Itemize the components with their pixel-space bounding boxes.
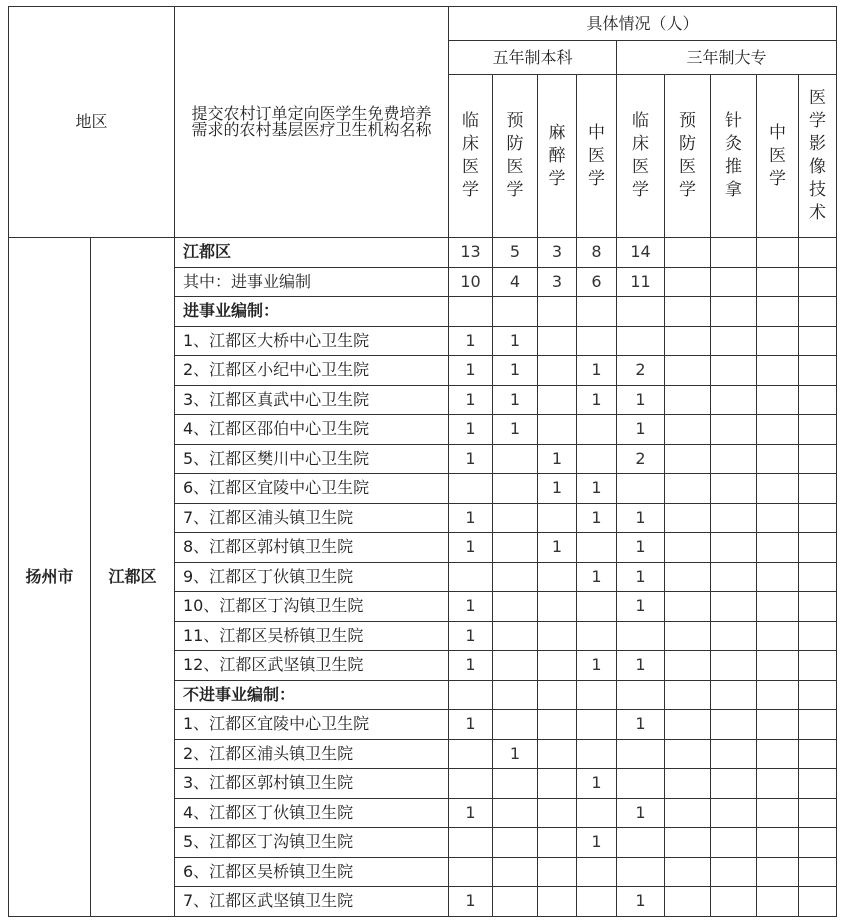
count-cell (493, 828, 538, 858)
count-cell (665, 592, 711, 622)
count-cell (538, 356, 577, 386)
count-cell (757, 857, 799, 887)
count-cell (711, 562, 757, 592)
count-cell (799, 415, 837, 445)
count-cell (665, 533, 711, 563)
count-cell (665, 710, 711, 740)
count-cell (665, 739, 711, 769)
count-cell: 1 (449, 592, 493, 622)
specialty-header-3y-acupuncture (711, 75, 757, 238)
count-cell: 14 (617, 238, 665, 268)
specialty-label: 预防医学 (679, 111, 696, 200)
count-cell (538, 385, 577, 415)
count-cell: 1 (449, 385, 493, 415)
specialty-label: 临床医学 (462, 111, 479, 200)
count-cell (617, 828, 665, 858)
institution-name: 3、江都区真武中心卫生院 (175, 385, 449, 415)
count-cell: 1 (538, 533, 577, 563)
count-cell: 1 (577, 769, 617, 799)
count-cell (449, 828, 493, 858)
institution-name: 9、江都区丁伙镇卫生院 (175, 562, 449, 592)
count-cell (577, 415, 617, 445)
count-cell (665, 503, 711, 533)
institution-name: 5、江都区丁沟镇卫生院 (175, 828, 449, 858)
count-cell: 1 (617, 533, 665, 563)
count-cell (617, 474, 665, 504)
count-cell: 5 (493, 238, 538, 268)
institution-name: 6、江都区吴桥镇卫生院 (175, 857, 449, 887)
count-cell (538, 651, 577, 681)
count-cell (577, 887, 617, 917)
count-cell: 1 (617, 887, 665, 917)
count-cell (577, 798, 617, 828)
count-cell (799, 887, 837, 917)
count-cell: 1 (449, 621, 493, 651)
count-cell (538, 503, 577, 533)
count-cell (711, 710, 757, 740)
count-cell (665, 326, 711, 356)
count-cell: 1 (577, 828, 617, 858)
institution-name: 6、江都区宜陵中心卫生院 (175, 474, 449, 504)
count-cell (493, 474, 538, 504)
count-cell (538, 710, 577, 740)
specialty-header-3y-clinical (617, 75, 665, 238)
institution-name: 其中：进事业编制 (175, 267, 449, 297)
specialty-header-5y-anesthesia (538, 75, 577, 238)
specialty-label: 预防医学 (506, 111, 524, 200)
count-cell (577, 710, 617, 740)
count-cell (711, 739, 757, 769)
table-row (9, 238, 837, 268)
count-cell (757, 444, 799, 474)
count-cell (617, 326, 665, 356)
count-cell (711, 238, 757, 268)
count-cell: 1 (577, 385, 617, 415)
count-cell (665, 857, 711, 887)
count-cell (665, 651, 711, 681)
count-cell (493, 651, 538, 681)
count-cell (711, 680, 757, 710)
specialty-label: 麻醉学 (548, 122, 566, 189)
count-cell (665, 680, 711, 710)
count-cell (711, 887, 757, 917)
district-cell: 江都区 (91, 238, 175, 917)
count-cell: 1 (449, 415, 493, 445)
count-cell (711, 503, 757, 533)
count-cell (711, 444, 757, 474)
specialty-label: 中医学 (769, 122, 786, 189)
count-cell (449, 680, 493, 710)
count-cell (493, 680, 538, 710)
three-year-group-header: 三年制大专 (617, 41, 837, 75)
count-cell (665, 562, 711, 592)
count-cell (577, 326, 617, 356)
specialty-header-5y-clinical (449, 75, 493, 238)
count-cell: 2 (617, 356, 665, 386)
count-cell (617, 621, 665, 651)
count-cell (711, 385, 757, 415)
count-cell (799, 503, 837, 533)
specialty-label: 医学影像技术 (809, 88, 826, 223)
count-cell (493, 857, 538, 887)
region-header: 地区 (9, 7, 175, 238)
count-cell (538, 769, 577, 799)
count-cell: 1 (493, 326, 538, 356)
count-cell (757, 739, 799, 769)
count-cell: 1 (577, 503, 617, 533)
count-cell (757, 680, 799, 710)
count-cell (538, 592, 577, 622)
institution-name: 3、江都区郭村镇卫生院 (175, 769, 449, 799)
count-cell (538, 297, 577, 327)
count-cell (757, 474, 799, 504)
count-cell (711, 533, 757, 563)
count-cell: 1 (493, 415, 538, 445)
count-cell: 1 (617, 592, 665, 622)
count-cell (757, 503, 799, 533)
count-cell (757, 828, 799, 858)
count-cell (538, 857, 577, 887)
count-cell (757, 238, 799, 268)
count-cell (449, 857, 493, 887)
institution-name: 5、江都区樊川中心卫生院 (175, 444, 449, 474)
count-cell (665, 798, 711, 828)
count-cell: 1 (617, 503, 665, 533)
institution-name: 江都区 (175, 238, 449, 268)
count-cell: 4 (493, 267, 538, 297)
count-cell (799, 592, 837, 622)
demand-table (8, 6, 837, 917)
institution-name: 11、江都区吴桥镇卫生院 (175, 621, 449, 651)
count-cell (757, 356, 799, 386)
count-cell (711, 651, 757, 681)
count-cell: 1 (449, 533, 493, 563)
institution-name: 8、江都区郭村镇卫生院 (175, 533, 449, 563)
count-cell (665, 385, 711, 415)
count-cell (665, 267, 711, 297)
institution-name: 不进事业编制： (175, 680, 449, 710)
count-cell (799, 621, 837, 651)
count-cell (757, 267, 799, 297)
count-cell (799, 798, 837, 828)
count-cell (493, 533, 538, 563)
institution-name: 7、江都区浦头镇卫生院 (175, 503, 449, 533)
count-cell (538, 887, 577, 917)
count-cell (665, 415, 711, 445)
count-cell (757, 769, 799, 799)
count-cell (538, 739, 577, 769)
count-cell: 1 (617, 651, 665, 681)
count-cell (493, 503, 538, 533)
count-cell: 1 (617, 385, 665, 415)
count-cell (538, 562, 577, 592)
count-cell (449, 769, 493, 799)
count-cell: 1 (449, 326, 493, 356)
count-cell (799, 326, 837, 356)
count-cell (665, 238, 711, 268)
count-cell (799, 385, 837, 415)
count-cell (799, 651, 837, 681)
count-cell (617, 739, 665, 769)
count-cell (577, 297, 617, 327)
count-cell (711, 297, 757, 327)
count-cell (577, 533, 617, 563)
count-cell (617, 857, 665, 887)
count-cell (449, 739, 493, 769)
count-cell: 1 (449, 503, 493, 533)
institution-name: 1、江都区宜陵中心卫生院 (175, 710, 449, 740)
count-cell: 1 (538, 444, 577, 474)
count-cell (493, 710, 538, 740)
count-cell: 1 (449, 444, 493, 474)
count-cell (799, 562, 837, 592)
count-cell: 1 (449, 651, 493, 681)
institution-name: 12、江都区武坚镇卫生院 (175, 651, 449, 681)
count-cell (799, 444, 837, 474)
institution-name: 4、江都区邵伯中心卫生院 (175, 415, 449, 445)
count-cell (757, 415, 799, 445)
count-cell (757, 533, 799, 563)
count-cell (577, 621, 617, 651)
count-cell: 2 (617, 444, 665, 474)
count-cell (493, 297, 538, 327)
count-cell (538, 621, 577, 651)
specialty-header-3y-imaging (799, 75, 837, 238)
count-cell: 1 (617, 710, 665, 740)
count-cell (449, 297, 493, 327)
count-cell (449, 474, 493, 504)
specialty-header-5y-tcm (577, 75, 617, 238)
count-cell (493, 798, 538, 828)
institution-header-text: 提交农村订单定向医学生免费培养需求的农村基层医疗卫生机构名称 (191, 104, 432, 139)
count-cell: 1 (449, 356, 493, 386)
count-cell (757, 621, 799, 651)
count-cell: 1 (449, 887, 493, 917)
count-cell (757, 798, 799, 828)
count-cell: 1 (449, 798, 493, 828)
institution-name: 2、江都区浦头镇卫生院 (175, 739, 449, 769)
count-cell (757, 592, 799, 622)
count-cell: 1 (577, 356, 617, 386)
count-cell (538, 828, 577, 858)
count-cell (665, 297, 711, 327)
institution-name: 2、江都区小纪中心卫生院 (175, 356, 449, 386)
count-cell: 13 (449, 238, 493, 268)
count-cell: 6 (577, 267, 617, 297)
count-cell (799, 267, 837, 297)
count-cell (799, 680, 837, 710)
count-cell (617, 769, 665, 799)
count-cell (799, 474, 837, 504)
institution-header (175, 7, 449, 238)
institution-name: 10、江都区丁沟镇卫生院 (175, 592, 449, 622)
count-cell (538, 415, 577, 445)
specialty-label: 中医学 (588, 122, 605, 189)
specialty-header-3y-preventive (665, 75, 711, 238)
count-cell (577, 857, 617, 887)
count-cell (538, 326, 577, 356)
specialty-label: 临床医学 (632, 111, 649, 200)
count-cell (665, 887, 711, 917)
count-cell (665, 621, 711, 651)
count-cell (665, 769, 711, 799)
count-cell: 8 (577, 238, 617, 268)
count-cell: 1 (617, 415, 665, 445)
count-cell (577, 680, 617, 710)
count-cell: 1 (449, 710, 493, 740)
count-cell (577, 444, 617, 474)
count-cell (665, 356, 711, 386)
count-cell (493, 621, 538, 651)
count-cell (711, 621, 757, 651)
count-cell (757, 710, 799, 740)
count-cell (711, 857, 757, 887)
count-cell (711, 474, 757, 504)
count-cell (799, 710, 837, 740)
count-cell: 1 (617, 798, 665, 828)
count-cell (617, 297, 665, 327)
count-cell: 11 (617, 267, 665, 297)
count-cell: 3 (538, 238, 577, 268)
count-cell (757, 326, 799, 356)
count-cell (711, 356, 757, 386)
five-year-group-header: 五年制本科 (449, 41, 617, 75)
count-cell (493, 444, 538, 474)
specialty-label: 针灸推拿 (725, 111, 742, 200)
count-cell (493, 887, 538, 917)
count-cell: 1 (493, 739, 538, 769)
city-cell: 扬州市 (9, 238, 91, 917)
count-cell (799, 769, 837, 799)
count-cell (577, 739, 617, 769)
count-cell (711, 592, 757, 622)
count-cell (799, 297, 837, 327)
count-cell (538, 798, 577, 828)
count-cell (665, 828, 711, 858)
count-cell (799, 739, 837, 769)
count-cell (711, 415, 757, 445)
count-cell: 1 (577, 562, 617, 592)
specialty-header-3y-tcm (757, 75, 799, 238)
details-header: 具体情况（人） (449, 7, 837, 41)
count-cell (493, 592, 538, 622)
institution-name: 1、江都区大桥中心卫生院 (175, 326, 449, 356)
institution-name: 7、江都区武坚镇卫生院 (175, 887, 449, 917)
count-cell (493, 769, 538, 799)
count-cell (799, 356, 837, 386)
count-cell (711, 798, 757, 828)
count-cell (757, 297, 799, 327)
count-cell (711, 326, 757, 356)
count-cell: 1 (493, 385, 538, 415)
specialty-header-5y-preventive (493, 75, 538, 238)
count-cell (538, 680, 577, 710)
count-cell (757, 651, 799, 681)
count-cell: 1 (493, 356, 538, 386)
count-cell: 1 (577, 651, 617, 681)
count-cell (711, 828, 757, 858)
count-cell (757, 562, 799, 592)
count-cell: 1 (538, 474, 577, 504)
count-cell (799, 828, 837, 858)
count-cell (493, 562, 538, 592)
count-cell (799, 533, 837, 563)
count-cell (711, 769, 757, 799)
count-cell: 1 (617, 562, 665, 592)
count-cell (799, 857, 837, 887)
count-cell (617, 680, 665, 710)
count-cell: 1 (577, 474, 617, 504)
institution-name: 进事业编制： (175, 297, 449, 327)
count-cell (799, 238, 837, 268)
count-cell (665, 474, 711, 504)
count-cell (449, 562, 493, 592)
count-cell (757, 385, 799, 415)
institution-name: 4、江都区丁伙镇卫生院 (175, 798, 449, 828)
count-cell: 10 (449, 267, 493, 297)
count-cell (577, 592, 617, 622)
count-cell (757, 887, 799, 917)
count-cell (711, 267, 757, 297)
count-cell (665, 444, 711, 474)
count-cell: 3 (538, 267, 577, 297)
